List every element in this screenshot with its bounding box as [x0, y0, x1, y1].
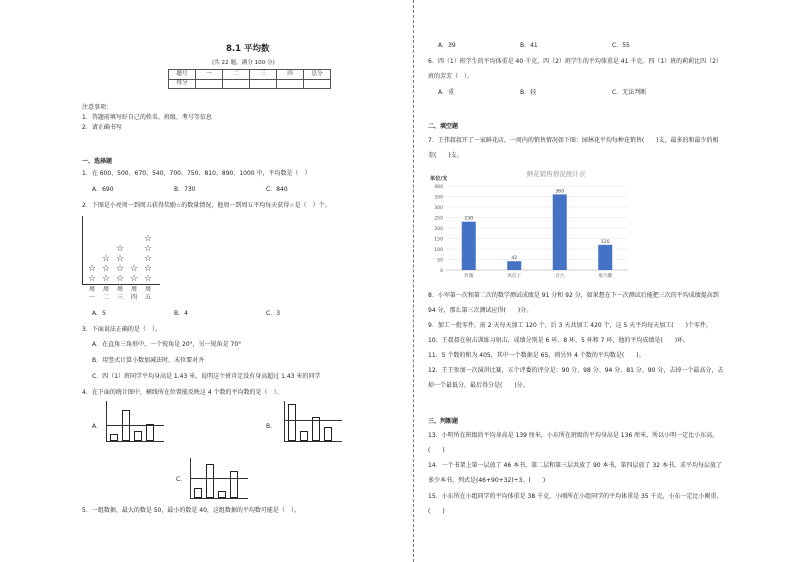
y-tick-label: 150: [434, 237, 443, 243]
bar: [507, 261, 521, 270]
day-label-top: 周: [89, 286, 96, 293]
bar: [553, 194, 567, 270]
question-text: 8．小军第一次和第二次的数学测试成绩是 91 分和 92 分，如果想在下一次测试后能把三次的平均成绩提高到: [428, 292, 719, 299]
option[interactable]: B．用竖式计算小数加减法时，末位要对齐: [92, 357, 205, 364]
star-chart: [82, 214, 162, 304]
option[interactable]: B．轻: [520, 89, 537, 96]
mini-bar-chart-a: [106, 401, 162, 443]
y-tick-label: 50: [437, 258, 443, 264]
flower-sales-chart: [428, 166, 634, 284]
score-table-header: 二: [223, 70, 250, 80]
star-icon: ☆: [144, 234, 153, 244]
bar: [194, 488, 202, 498]
day-label-bottom: 三: [117, 294, 124, 301]
x-tick-label: 康乃馨: [598, 274, 613, 279]
day-label-bottom: 五: [145, 294, 152, 301]
x-tick-label: 百合: [555, 274, 565, 279]
question-text: 14．一个书架上第一层放了 46 本书，第二层和第三层共放了 90 本书，第四层放了 32 本书，求平均每层放了: [428, 462, 722, 469]
bar: [230, 471, 238, 498]
bar: [300, 431, 308, 441]
option[interactable]: A．在直角三角形中，一个锐角是 20°，另一锐角是 70°: [92, 341, 242, 348]
star-icon: ☆: [88, 274, 97, 284]
y-tick-label: 100: [434, 247, 443, 253]
score-table-header: 四: [277, 70, 304, 80]
question-text: 6．四（1）班学生的平均体重是 40 千克，四（2）班学生的平均体重是 41 千克。四（1）班的莉莉比四（2）: [428, 58, 722, 65]
question-text: 9．加工一批零件，前 2 天每天加工 120 个，后 3 天共加工 420 个，这 5 天平均每天加工( )个零件，: [428, 322, 712, 329]
star-icon: ☆: [144, 264, 153, 274]
score-cell[interactable]: [250, 79, 277, 89]
section-heading: 一、选择题: [82, 158, 113, 165]
section-heading: 三、判断题: [428, 418, 459, 425]
section-heading: 二、填空题: [428, 123, 459, 130]
y-tick-label: 350: [434, 195, 443, 201]
data-label: 120: [600, 239, 610, 245]
axis-y: [284, 401, 285, 441]
day-label-top: 周: [131, 286, 138, 293]
bar: [598, 245, 612, 270]
score-cell[interactable]: [304, 79, 331, 89]
option-label[interactable]: A．: [92, 423, 103, 430]
bar: [324, 427, 332, 441]
y-tick-label: 0: [440, 268, 443, 274]
star-icon: ☆: [88, 264, 97, 274]
question-text: 10．王叔叔在射击训练习射击，成绩分别是 6 环、8 环、5 环和 7 环，他的平均成绩是( )环。: [428, 337, 690, 344]
axis-x: [106, 441, 164, 442]
star-chart-baseline: [82, 284, 160, 285]
mini-bar-chart-b: [284, 401, 344, 443]
star-icon: ☆: [102, 254, 111, 264]
bar: [146, 424, 154, 441]
option[interactable]: C．55: [612, 42, 630, 49]
y-tick-label: 200: [434, 226, 443, 232]
bar: [110, 434, 118, 441]
star-chart-axis: [82, 216, 83, 284]
score-table-header: 一: [196, 70, 223, 80]
bar: [134, 431, 142, 441]
star-icon: ☆: [116, 264, 125, 274]
data-label: 230: [464, 216, 474, 222]
mini-bar-chart-c: [190, 458, 248, 500]
bar: [206, 464, 214, 498]
star-icon: ☆: [116, 274, 125, 284]
star-icon: ☆: [130, 264, 139, 274]
question-text: 班的芳芳（ ）。: [428, 73, 474, 80]
average-line: [190, 478, 248, 479]
question-text: 多少本书，列式是(46+90+32)÷3。( ): [428, 477, 546, 484]
question-text: 掉一个最低分，最后得分是( )分。: [428, 382, 529, 389]
data-label: 42: [511, 256, 518, 262]
score-cell[interactable]: [223, 79, 250, 89]
option[interactable]: A．39: [438, 42, 456, 49]
question-text: 15．小东所在小组同学的平均体重是 38 千克，小刚所在小组同学的平均体重是 35 千克，小东一定比小刚重。: [428, 493, 723, 500]
average-line: [284, 420, 342, 421]
star-icon: ☆: [144, 254, 153, 264]
question-text: 7．王伟叔叔开了一家鲜花店，一周内的销售情况如下图：园林花平均每种花销售( )支，最多的和最少的相: [428, 137, 719, 144]
option[interactable]: A．690: [92, 186, 114, 193]
star-icon: ☆: [102, 274, 111, 284]
answer-blank[interactable]: ( ): [428, 447, 445, 454]
option[interactable]: C．3: [266, 310, 281, 317]
option[interactable]: B．4: [174, 310, 188, 317]
bar: [122, 410, 130, 441]
option[interactable]: A．5: [92, 310, 106, 317]
chart-title: 鲜花销售情况统计表: [526, 170, 586, 178]
axis-x: [190, 498, 248, 499]
question-text: 2．下图是小亮周一到周五获得奖励☆的数量情况，他周一到周五平均每天获得☆是（ ）个。: [82, 202, 331, 209]
axis-y: [106, 401, 107, 441]
score-table-header: 题号: [169, 70, 196, 80]
question-text: 12．王王参加一次演讲比赛，五个评委的评分是：90 分、98 分、94 分、81 分、90 分，去掉一个最高分，去: [428, 367, 724, 374]
option[interactable]: A．重: [438, 89, 455, 96]
score-table-header: 总分: [304, 70, 331, 80]
score-row-label: 得分: [169, 79, 196, 89]
y-tick-label: 250: [434, 216, 443, 222]
star-icon: ☆: [102, 264, 111, 274]
y-tick-label: 300: [434, 205, 443, 211]
score-table: [168, 69, 331, 89]
page-subtitle: (共 22 题，满分 100 分): [212, 60, 275, 66]
bar: [218, 491, 226, 498]
question-text: 94 分，那么第三次测试应得( )分。: [428, 307, 533, 314]
star-icon: ☆: [144, 244, 153, 254]
question-text: 4．在下面的统计图中，横线所在位置能反映这 4 个数的平均数的是（ ）。: [82, 389, 283, 396]
day-label-bottom: 二: [103, 294, 110, 301]
note-item: 1．答题前填写好自己的姓名、班级、考号等信息: [82, 114, 212, 121]
question-text: 差( )支。: [428, 152, 463, 159]
page-title: 8.1 平均数: [226, 44, 270, 54]
bar: [288, 404, 296, 441]
option[interactable]: C．840: [266, 186, 288, 193]
option-label[interactable]: C．: [176, 476, 187, 483]
notes-heading: 注意事项：: [82, 104, 113, 111]
option[interactable]: B．41: [520, 42, 538, 49]
data-label: 360: [555, 189, 565, 195]
score-cell[interactable]: [277, 79, 304, 89]
bar: [462, 222, 476, 270]
y-tick-label: 400: [434, 184, 443, 190]
question-text: 13．小明所在班级的平均身高是 139 厘米，小东所在班级的平均身高是 136 厘米，所以小明一定比小东高。: [428, 432, 719, 439]
day-label-top: 周: [145, 286, 152, 293]
question-text: 11．5 个数的和为 405，其中一个数据是 65，则另外 4 个数的平均数是( )。: [428, 352, 645, 359]
star-icon: ☆: [144, 274, 153, 284]
axis-x: [284, 441, 342, 442]
star-icon: ☆: [116, 244, 125, 254]
note-item: 2．请正确书写: [82, 124, 122, 131]
day-label-top: 周: [117, 286, 124, 293]
page-divider: [413, 0, 414, 562]
bar: [312, 417, 320, 441]
option[interactable]: C．无法判断: [612, 89, 647, 96]
chart-y-label: 单位/支: [430, 176, 448, 182]
score-table-header: 三: [250, 70, 277, 80]
score-cell[interactable]: [196, 79, 223, 89]
average-line: [106, 425, 164, 426]
star-icon: ☆: [130, 274, 139, 284]
star-icon: ☆: [116, 254, 125, 264]
x-tick-label: 玫瑰: [464, 274, 474, 279]
question-text: 1．在 600、500、670、540、700、750、810、890、1000 中，平均数是（ ）: [82, 170, 311, 177]
question-text: 5．一组数据，最大的数是 50，最小的数是 40，这组数据的平均数可能是（ ）。: [82, 507, 300, 514]
x-tick-label: 风信子: [507, 274, 522, 279]
option[interactable]: B．730: [174, 186, 196, 193]
option[interactable]: C．四（1）班同学平均身高是 1.43 米，说明这个班肯定没有身高超过 1.43 米的同学: [92, 373, 321, 380]
day-label-top: 周: [103, 286, 110, 293]
day-label-bottom: 一: [89, 294, 96, 301]
answer-blank[interactable]: ( ): [428, 508, 445, 515]
day-label-bottom: 四: [131, 294, 138, 301]
question-text: 3．下面说法正确的是（ ）。: [82, 326, 161, 333]
option-label[interactable]: B．: [266, 423, 277, 430]
